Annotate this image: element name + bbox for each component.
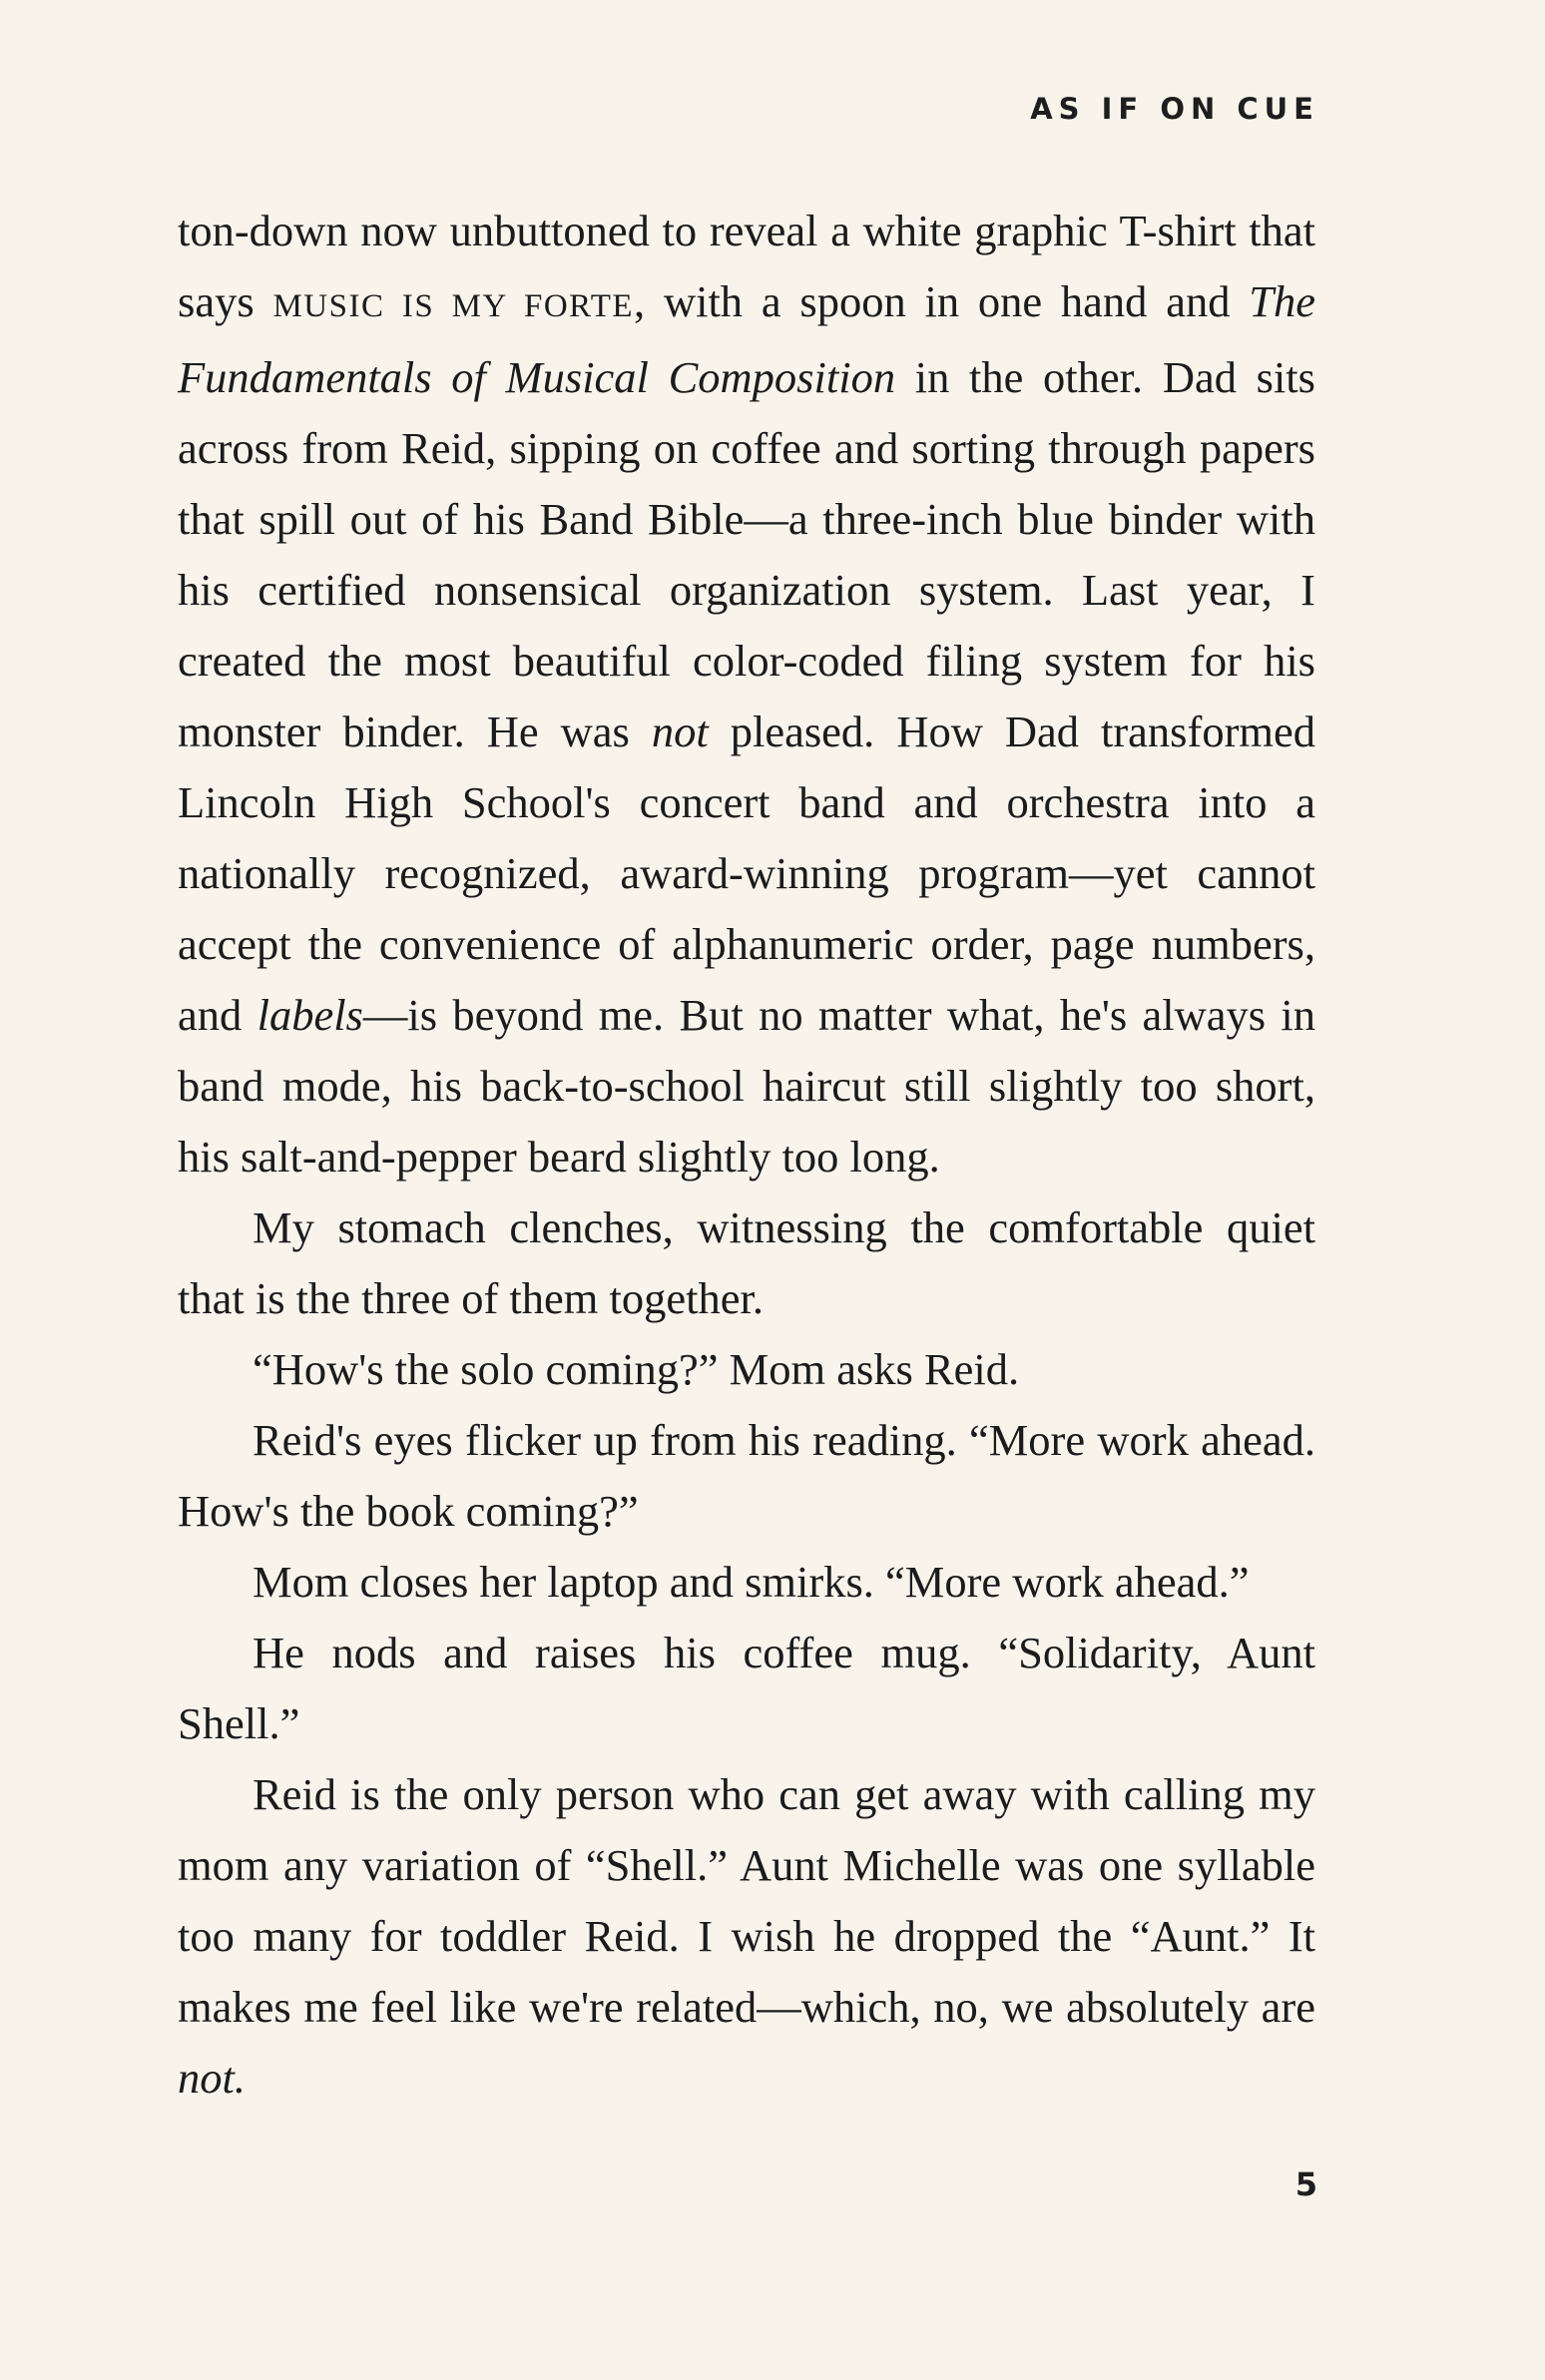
p1-emphasis-labels: labels <box>257 990 363 1040</box>
paragraph-7 <box>178 1759 1315 2114</box>
paragraph-1 <box>178 196 1315 1192</box>
p1-emphasis-not: not <box>651 707 709 756</box>
paragraph-6: He nods and raises his coffee mug. “Solidarity, Aunt Shell.” <box>178 1628 1315 1748</box>
paragraph-4: Reid's eyes flicker up from his reading. “More work ahead. How's the book coming?” <box>178 1415 1315 1536</box>
p7-emphasis-not: not. <box>178 2053 246 2103</box>
page-number: 5 <box>1294 2165 1317 2203</box>
running-head: AS IF ON CUE <box>1030 92 1319 126</box>
p1-text-b: , with a spoon in one hand and <box>634 276 1250 326</box>
p1-text-c: in the other. Dad sits across from Reid, sipping on coffee and sorting through papers that spill out of his Band Bible—a three-inch blue binder with his certified nonsensical organization system. Last year, I created the most beautiful color-coded filing system for his monster binder. He was <box>178 352 1315 756</box>
p1-text-d: pleased. How Dad transformed Lincoln High School's concert band and orchestra into a nationally recognized, award-winning program—yet cannot accept the convenience of alphanumeric order, page numbers, and <box>178 707 1315 1040</box>
paragraph-5: Mom closes her laptop and smirks. “More work ahead.” <box>253 1557 1250 1607</box>
p7-text: Reid is the only person who can get away with calling my mom any variation of “Shell.” Aunt Michelle was one syllable too many for toddler Reid. I wish he dropped the “Aunt.” It makes me feel like we're related—which, no, we absolutely are <box>178 1769 1315 2032</box>
p1-book-title: The Fundamentals of Musical Composition <box>178 276 1315 402</box>
paragraph-3: “How's the solo coming?” Mom asks Reid. <box>253 1344 1020 1394</box>
p1-smallcaps: MUSIC IS MY FORTE <box>272 288 635 324</box>
p1-text-a: ton-down now unbuttoned to reveal a white graphic T-shirt that says <box>178 206 1315 326</box>
paragraph-2: My stomach clenches, witnessing the comfortable quiet that is the three of them together. <box>178 1202 1315 1323</box>
p1-text-e: —is beyond me. But no matter what, he's always in band mode, his back-to-school haircut still slightly too short, his salt-and-pepper beard slightly too long. <box>178 990 1315 1182</box>
body-text <box>178 196 1315 2114</box>
